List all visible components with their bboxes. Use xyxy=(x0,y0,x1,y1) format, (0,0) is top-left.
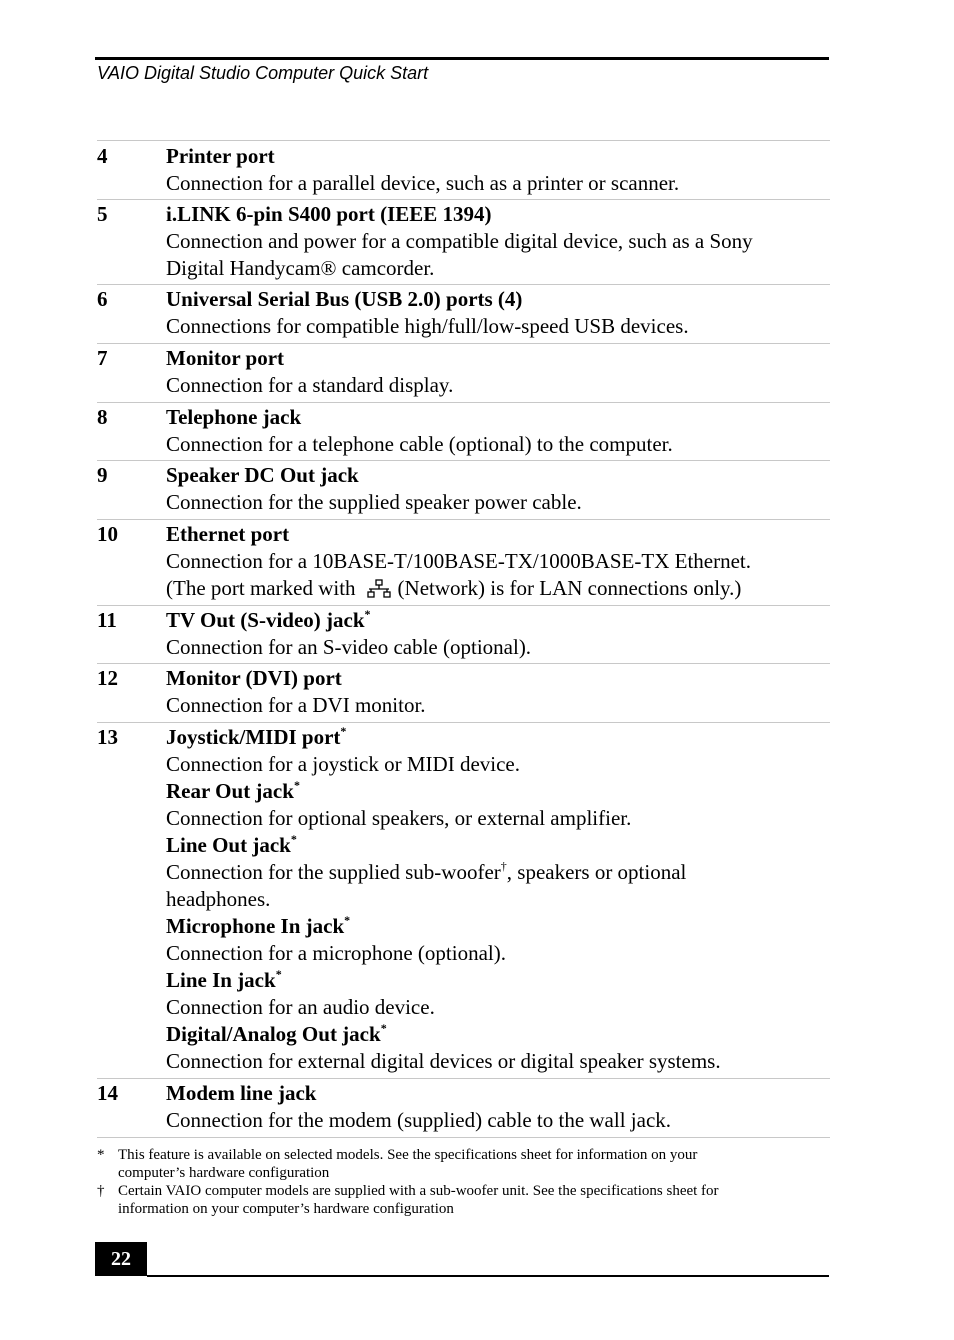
sub-item-description-cont: , speakers or optional xyxy=(506,860,687,884)
sub-item-title-wrap xyxy=(166,724,830,751)
sub-item-description: Connection for a microphone (optional). xyxy=(166,941,506,965)
row-number: 11 xyxy=(97,608,117,632)
row-description: Connection and power for a compatible digital device, such as a Sony xyxy=(166,229,753,253)
footnote-ref: * xyxy=(275,967,282,981)
row-title: Ethernet port xyxy=(166,522,290,546)
row-number: 12 xyxy=(97,666,118,690)
footnote-text: This feature is available on selected models. See the specifications sheet for information on your xyxy=(118,1147,698,1163)
row-number: 14 xyxy=(97,1081,118,1105)
network-desc-post: (Network) is for LAN connections only.) xyxy=(397,576,742,600)
sub-item-title: Microphone In jack xyxy=(166,914,345,938)
table-row xyxy=(97,722,830,1079)
sub-item-title-wrap xyxy=(166,1021,830,1048)
row-description: Connection for a telephone cable (optional) to the computer. xyxy=(166,432,673,456)
footnote-text: information on your computer’s hardware configuration xyxy=(118,1201,454,1217)
sub-item-title-wrap xyxy=(166,967,830,994)
row-number: 7 xyxy=(97,346,108,370)
row-description: Connection for a standard display. xyxy=(166,373,454,397)
row-title: Printer port xyxy=(166,144,275,168)
footnote xyxy=(97,1146,797,1182)
sub-item-description: Connection for optional speakers, or external amplifier. xyxy=(166,806,632,830)
sub-item-description: Connection for the supplied sub-woofer xyxy=(166,860,501,884)
footnote-ref: * xyxy=(344,913,351,927)
sub-item-title: Line In jack xyxy=(166,968,276,992)
footnote-ref: * xyxy=(293,778,300,792)
row-title: Universal Serial Bus (USB 2.0) ports (4) xyxy=(166,287,523,311)
row-number: 8 xyxy=(97,405,108,429)
row-title: Monitor port xyxy=(166,346,285,370)
sub-item-description: Connection for external digital devices or digital speaker systems. xyxy=(166,1049,721,1073)
sub-item-title: Line Out jack xyxy=(166,833,291,857)
row-title: Speaker DC Out jack xyxy=(166,463,359,487)
row-title: Telephone jack xyxy=(166,405,302,429)
table-row xyxy=(97,605,830,664)
row-description: Connection for the supplied speaker power cable. xyxy=(166,490,582,514)
sub-item-title-wrap xyxy=(166,832,830,859)
sub-item-title: Joystick/MIDI port xyxy=(166,725,341,749)
page-number: 22 xyxy=(95,1242,147,1276)
table-row xyxy=(97,199,830,285)
footnote xyxy=(97,1182,797,1218)
footnote-ref: * xyxy=(340,724,347,738)
table-row xyxy=(97,460,830,520)
footnote-ref: * xyxy=(290,832,297,846)
table-row xyxy=(97,343,830,403)
table-row xyxy=(97,140,830,200)
table-row xyxy=(97,284,830,344)
table-row xyxy=(97,1078,830,1138)
row-title: TV Out (S-video) jack xyxy=(166,608,365,632)
row-description: Connections for compatible high/full/low-speed USB devices. xyxy=(166,314,689,338)
sub-item-title-wrap xyxy=(166,778,830,805)
network-desc-pre: (The port marked with xyxy=(166,576,356,600)
row-description: Digital Handycam® camcorder. xyxy=(166,256,435,280)
table-row xyxy=(97,519,830,606)
row-number: 9 xyxy=(97,463,108,487)
row-title: Modem line jack xyxy=(166,1081,317,1105)
row-description: Connection for a parallel device, such as a printer or scanner. xyxy=(166,171,680,195)
footnote-mark: † xyxy=(97,1183,105,1199)
sub-item-description: Connection for a joystick or MIDI device. xyxy=(166,752,520,776)
sub-item-title: Rear Out jack xyxy=(166,779,294,803)
table-row xyxy=(97,663,830,723)
footnotes xyxy=(97,1146,797,1218)
footnote-text: Certain VAIO computer models are supplied with a sub-woofer unit. See the specifications sheet for xyxy=(118,1183,719,1199)
sub-item-title-wrap xyxy=(166,913,830,940)
row-number: 13 xyxy=(97,725,118,749)
sub-item-title: Digital/Analog Out jack xyxy=(166,1022,381,1046)
row-description: Connection for a DVI monitor. xyxy=(166,693,426,717)
footnote-ref-dagger: † xyxy=(500,859,507,873)
sub-item-description: headphones. xyxy=(166,887,271,911)
table-row xyxy=(97,402,830,461)
header-rule xyxy=(95,57,829,60)
footnote-ref: * xyxy=(364,607,371,621)
sub-item-description: Connection for an audio device. xyxy=(166,995,435,1019)
row-title-wrap xyxy=(166,607,830,634)
row-title: i.LINK 6-pin S400 port (IEEE 1394) xyxy=(166,202,492,226)
row-description-network xyxy=(166,575,830,606)
row-description: Connection for the modem (supplied) cable to the wall jack. xyxy=(166,1108,672,1132)
row-description: Connection for a 10BASE-T/100BASE-TX/1000BASE-TX Ethernet. xyxy=(166,549,752,573)
sub-item-description-wrap xyxy=(166,859,830,886)
footer-rule xyxy=(147,1275,829,1277)
footnote-mark: * xyxy=(97,1147,105,1163)
row-number: 5 xyxy=(97,202,108,226)
running-header: VAIO Digital Studio Computer Quick Start xyxy=(97,63,429,83)
row-description: Connection for an S-video cable (optional). xyxy=(166,635,532,659)
row-number: 10 xyxy=(97,522,118,546)
footnote-text: computer’s hardware configuration xyxy=(118,1165,330,1181)
footnote-ref: * xyxy=(380,1021,387,1035)
row-title: Monitor (DVI) port xyxy=(166,666,342,690)
row-number: 6 xyxy=(97,287,108,311)
row-number: 4 xyxy=(97,144,108,168)
network-icon xyxy=(366,579,392,606)
